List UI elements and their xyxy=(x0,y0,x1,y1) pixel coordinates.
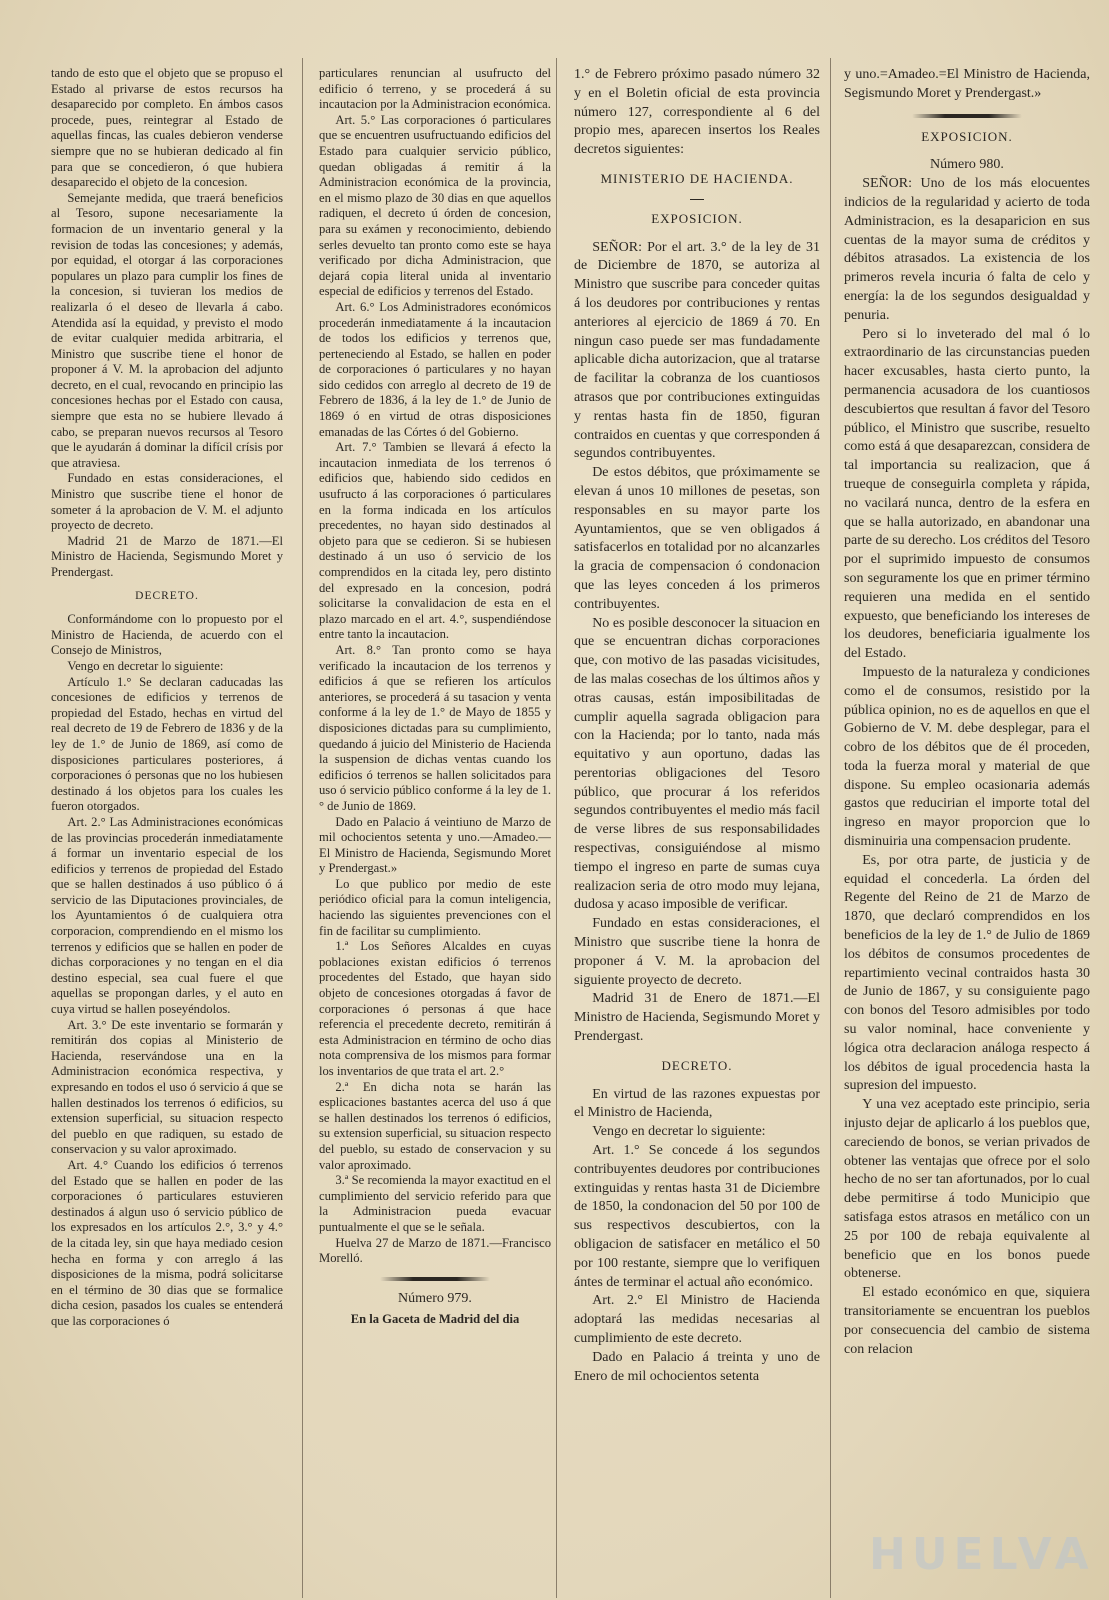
article-1: Art. 1.° Se concede á los segundos contribuyentes deudores por contribuciones extinguidas y rentas hasta 31 de Diciembre de 1850, la condonacion del 50 por 100 de sus respectivos descubiertos, con la obligacion de satisfacer en metálico el 50 por 100 restante, siempre que lo verifiquen ántes de terminar el actual año económico. xyxy=(574,1143,820,1290)
paragraph: En la Gaceta de Madrid del dia xyxy=(350,1312,520,1327)
ministry-heading: MINISTERIO DE HACIENDA. xyxy=(600,170,794,186)
provision-2: 2.ª En dicha nota se harán las esplicaciones bastantes acerca del uso á que se hallen destinados los terrenos ó edificios, su extension superficial, su situacion respecto del pueblo, su estado de conservacion y su valor aproximado. xyxy=(319,1079,551,1172)
paragraph: Vengo en decretar lo siguiente: xyxy=(592,1124,766,1140)
paragraph: y uno.=Amadeo.=El Ministro de Hacienda, Segismundo Moret y Prendergast.» xyxy=(844,67,1090,101)
notice-number: Número 979. xyxy=(398,1290,472,1306)
article-8: Art. 8.° Tan pronto como se haya verificado la incautacion de los terrenos y edificios á que se refieren los artículos anteriores, se procederá á su tasacion y venta conforme á la ley de 1.° de Mayo de 1855 y disposiciones dictadas para su cumplimiento, quedando á juicio del Ministerio de Hacienda la suspension de dichas ventas cuando los edificios ó terrenos se hallen solicitados para uso ó servicio público conforme á la ley de 1.° de Junio de 1869. xyxy=(319,642,551,813)
paragraph: Fundado en estas consideraciones, el Ministro que suscribe tiene el honor de someter á la aprobacion de V. M. el adjunto proyecto de decreto. xyxy=(51,471,283,533)
paragraph: Conformándome con lo propuesto por el Ministro de Hacienda, de acuerdo con el Consejo de Ministros, xyxy=(51,612,283,658)
decree-heading: DECRETO. xyxy=(661,1057,733,1073)
column-rule xyxy=(556,58,557,1598)
paragraph: Pero si lo inveterado del mal ó lo extraordinario de las circunstancias pueden hacer excusables, hasta cierto punto, la permanencia acusadora de los cuantiosos descubiertos que resultan á favor del Tesoro público, el Ministro que suscribe, resuelto como está á que desaparezcan, considera de tal importancia su realizacion, que á trueque de conseguirla completa y rápida, no vacilará nunca, dentro de la esfera en que se halla autorizado, en abandonar una parte de su derecho. Los créditos del Tesoro por el suprimido impuesto de consumos son seguramente los que en primer término requieren una medida en el sentido expuesto, que beneficiando los intereses de los deudores, beneficiaria igualmente los del Estado. xyxy=(844,326,1090,662)
dated-paragraph: Dado en Palacio á veintiuno de Marzo de mil ochocientos setenta y uno.—Amadeo.—El Ministro de Hacienda, Segismundo Moret y Prendergast.» xyxy=(319,814,551,876)
paragraph: 1.° de Febrero próximo pasado número 32 y en el Boletin oficial de esta provincia número 127, correspondiente al 6 del propio mes, aparecen insertos los Reales decretos siguientes: xyxy=(574,67,820,158)
paragraph: Y una vez aceptado este principio, seria injusto dejar de aplicarlo á los pueblos que, careciendo de bonos, se verian privados de obtener las ventajas que ofrece por el solo hecho de no ser tan afortunados, por lo cual debe permitirse á todo Municipio que satisfaga estos atrasos en metálico con un 25 por 100 de rebaja equivalente al beneficio que en los bonos puede obtenerse. xyxy=(844,1097,1090,1282)
paragraph: De estos débitos, que próximamente se elevan á unos 10 millones de pesetas, son responsables en su mayor parte los Ayuntamientos, que se ven obligados á satisfacerlos en totalidad por no alcanzarles la gracia de compensacion ó condonacion que las leyes conceden á los primeros contribuyentes. xyxy=(574,465,820,612)
section-separator xyxy=(380,1277,490,1281)
paragraph: tando de esto que el objeto que se propuso el Estado al privarse de estos recursos ha desaparecido por completo. En ámbos casos procede, pues, reintegrar al Estado de aquellas fincas, las cuales debieron venderse siempre que no se hubieran dedicado al fin para que se concedieron, ó que hubiera desaparecido el objeto de la concesion. xyxy=(51,66,283,190)
signature-paragraph: Madrid 31 de Enero de 1871.—El Ministro de Hacienda, Segismundo Moret y Prendergast. xyxy=(574,991,820,1045)
dated-paragraph: Dado en Palacio á treinta y uno de Enero de mil ochocientos setenta xyxy=(574,1349,820,1384)
article-5: Art. 5.° Las corporaciones ó particulares que se encuentren usufructuando edificios del Estado para cualquier servicio público, quedan obligadas á remitir á la Administracion económica de la provincia, en el mismo plazo de 30 dias en que aquellos radiquen, el decreto ú órden de concesion, para su exámen y reconocimiento, debiendo serles devuelto tan pronto como este se haya verificado por dicha Administracion, que dejará copia literal unida al inventario especial de edificios y terrenos del Estado. xyxy=(319,112,551,299)
signature-paragraph: Huelva 27 de Marzo de 1871.—Francisco Morelló. xyxy=(319,1235,551,1266)
paragraph: Es, por otra parte, de justicia y de equidad el concederla. La órden del Regente del Reino de 21 de Marzo de 1870, que declaró comprendidos en los beneficios de la ley de 1.° de Julio de 1869 los débitos de consumos procedentes de repartimiento vecinal contraidos hasta 30 de Junio de 1867, y su consiguiente pago con bonos del Tesoro admisibles por todo su valor nominal, hace conveniente y lógica otra declaracion análoga respecto á los débitos de igual procedencia hasta la supresion del impuesto. xyxy=(844,852,1090,1094)
paragraph: particulares renuncian al usufructo del edificio ó terreno, y se procederá á su incautacion por la Administracion económica. xyxy=(319,66,551,112)
article-7: Art. 7.° Tambien se llevará á efecto la incautacion inmediata de los terrenos ó edificios que, habiendo sido cedidos en usufructo á las corporaciones ó particulares en la forma indicada en los artículos precedentes, no hayan sido destinados al objeto para que se cedieron. Si se hubiesen destinado á un uso ó servicio de los comprendidos en la citada ley, pero distinto del expresado en la concesion, podrá solicitarse la convalidacion de esta en el plazo marcado en el art. 4.°, suspendiéndose entre tanto la incautacion. xyxy=(319,440,551,642)
paragraph: Fundado en estas consideraciones, el Ministro que suscribe tiene la honra de proponer á V. M. la aprobacion del siguiente proyecto de decreto. xyxy=(574,916,820,988)
paragraph: Impuesto de la naturaleza y condiciones como el de consumos, resistido por la pública opinion, no es de aquellos en que el Gobierno de V. M. debe desplegar, para el cobro de los débitos que de él proceden, toda la fuerza moral y material de que dispone. Su empleo ocasionaria además gastos que reducirian el importe total del ingreso en mayor proporcion que lo disminuiria una compensacion prudente. xyxy=(844,664,1090,850)
column-4 xyxy=(844,66,1095,1591)
column-2 xyxy=(319,66,551,1591)
paragraph: SEÑOR: Uno de los más elocuentes indicios de la regularidad y acierto de toda Administracion, es la desaparicion en sus cuentas de la mayor suma de créditos y débitos atrasados. La existencia de los primeros revela incuria ó falta de celo y energía: la de los segundos desigualdad y penuria. xyxy=(844,176,1090,323)
short-rule xyxy=(690,199,704,200)
decree-heading: DECRETO. xyxy=(135,589,199,602)
article-4: Art. 4.° Cuando los edificios ó terrenos del Estado que se hallen en poder de las corporaciones ó particulares estuvieren destinados á algun uso ó servicio público de los expresados en los artículos 2.°, 3.° y 4.° de la citada ley, sin que haya mediado cesion hecha en forma y con arreglo á las disposiciones de la misma, podrá solicitarse en el término de 30 dias que se formalice dicha cesion, pasados los cuales se entenderá que las corporaciones ó xyxy=(51,1157,283,1328)
exposition-heading: EXPOSICION. xyxy=(651,210,743,226)
column-1 xyxy=(51,66,283,1591)
paragraph: El estado económico en que, siquiera transitoriamente se encuentran los pueblos por consecuencia del cambio de sistema con relacion xyxy=(844,1285,1090,1357)
column-rule xyxy=(830,58,831,1598)
paragraph: En virtud de las razones expuestas por el Ministro de Hacienda, xyxy=(574,1086,820,1121)
library-watermark-stamp: HUELVA xyxy=(869,1529,1095,1580)
column-rule xyxy=(302,58,303,1598)
column-3 xyxy=(574,66,820,1591)
paragraph: Semejante medida, que traerá beneficios al Tesoro, supone necesariamente la formacion de un inventario general y la revision de todas las concesiones; y además, por equidad, el otorgar á las corporaciones populares un plazo para cumplir los fines de la concesion, si tuvieran los medios de realizarla ó el deseo de llevarla á cabo. Atendida así la equidad, y previsto el modo de evitar cualquier medida arbitraria, el Ministro que suscribe tiene el honor de proponer á V. M. la aprobacion del adjunto decreto, en el cual, revocando en principio las concesiones hechas por el Estado con causa, siempre que esta no se hubiere llevado á cabo, se preparan nuevos recursos al Tesoro que le ayudarán á dominar la difícil crísis por que atraviesa. xyxy=(51,190,283,470)
article-1: Artículo 1.° Se declaran caducadas las concesiones de edificios y terrenos de propiedad del Estado, hechas en virtud del real decreto de 19 de Febrero de 1836 y de la ley de 1.° de Junio de 1869, así como de disposiciones particulares posteriores, á corporaciones ó personas que no los hubiesen destinado á los objetos para los cuales les fueron otorgados. xyxy=(51,674,283,814)
article-6: Art. 6.° Los Administradores económicos procederán inmediatamente á la incautacion de todos los edificios y terrenos que, perteneciendo al Estado, se hallen en poder de corporaciones ó particulares y no hayan sido cedidos con arreglo al decreto de 19 de Febrero de 1836, á la ley de 1.° de Junio de 1869 ó en virtud de otras disposiciones emanadas de las Córtes ó del Gobierno. xyxy=(319,299,551,439)
provision-3: 3.ª Se recomienda la mayor exactitud en el cumplimiento del servicio referido para que la Administracion pueda evacuar puntualmente el que se le señala. xyxy=(319,1173,551,1234)
article-3: Art. 3.° De este inventario se formarán y remitirán dos copias al Ministerio de Hacienda, reservándose una en la Administracion económica respectiva, y expresando en todos el uso ó servicio á que se hallen destinados los terrenos ó edificios, su extension superficial, su situacion respecto del pueblo en que radiquen, su estado de conservacion y su valor aproximado. xyxy=(51,1017,283,1157)
exposition-heading: EXPOSICION. xyxy=(921,128,1013,144)
paragraph: SEÑOR: Por el art. 3.° de la ley de 31 de Diciembre de 1870, se autoriza al Ministro que suscribe para conceder quitas á los deudores por contribuciones y rentas anteriores al ejercicio de 1869 á 70. En ningun caso puede ser mas fundadamente aplicable dicha autorizacion, que al tratarse de facilitar la cobranza de los cuantiosos atrasos que por contribuciones extinguidas y rentas hasta fin de 1850, figuran contraidos en cuentas y que corresponden á segundos contribuyentes. xyxy=(574,239,820,462)
provision-1: 1.ª Los Señores Alcaldes en cuyas poblaciones existan edificios ó terrenos procedentes del Estado, que hayan sido objeto de concesiones otorgadas á favor de corporaciones ó personas á que hace referencia el precedente decreto, remitirán á esta Administracion en término de ocho dias nota comprensiva de los mismos para formar los inventarios de que trata el art. 2.° xyxy=(319,939,551,1078)
paragraph: Lo que publico por medio de este periódico oficial para la comun inteligencia, haciendo las siguientes prevenciones con el fin de facilitar su cumplimiento. xyxy=(319,876,551,938)
paragraph: No es posible desconocer la situacion en que se encuentran dichas corporaciones que, con motivo de las pasadas vicisitudes, de las malas cosechas de los últimos años y otras causas, están imposibilitadas de cumplir aquella sagrada obligacion para con la Hacienda; por lo tanto, nada más equitativo y aun oportuno, dadas las perentorias obligaciones del Tesoro público, que procurar á los referidos segundos contribuyentes el medio más facil de verse libres de sus responsabilidades respectivas, consiguiéndose al mismo tiempo el ingreso en parte de sumas cuya realizacion seria de otro modo muy lejana, dudosa y acaso imposible de verificar. xyxy=(574,615,820,913)
notice-number: Número 980. xyxy=(930,157,1004,173)
section-separator xyxy=(912,114,1022,118)
signature-paragraph: Madrid 21 de Marzo de 1871.—El Ministro de Hacienda, Segismundo Moret y Prendergast. xyxy=(51,533,283,579)
paragraph: Vengo en decretar lo siguiente: xyxy=(67,658,224,673)
article-2: Art. 2.° El Ministro de Hacienda adoptará las medidas necesarias al cumplimiento de este decreto. xyxy=(574,1293,820,1346)
article-2: Art. 2.° Las Administraciones económicas de las provincias procederán inmediatamente á formar un inventario especial de los edificios y terrenos de propiedad del Estado que se hallen destinados á uso público ó á servicio de las Diputaciones provinciales, de los Ayuntamientos ó de cualquiera otra corporacion, comprendiendo en el mismo los terrenos y edificios que se hallen en poder de dichas corporaciones y no tengan en el dia destino especial, sea cual fuere el que aquellas se propongan darles, y el auto en cuya virtud se hallen poseyéndolos. xyxy=(51,814,283,1017)
